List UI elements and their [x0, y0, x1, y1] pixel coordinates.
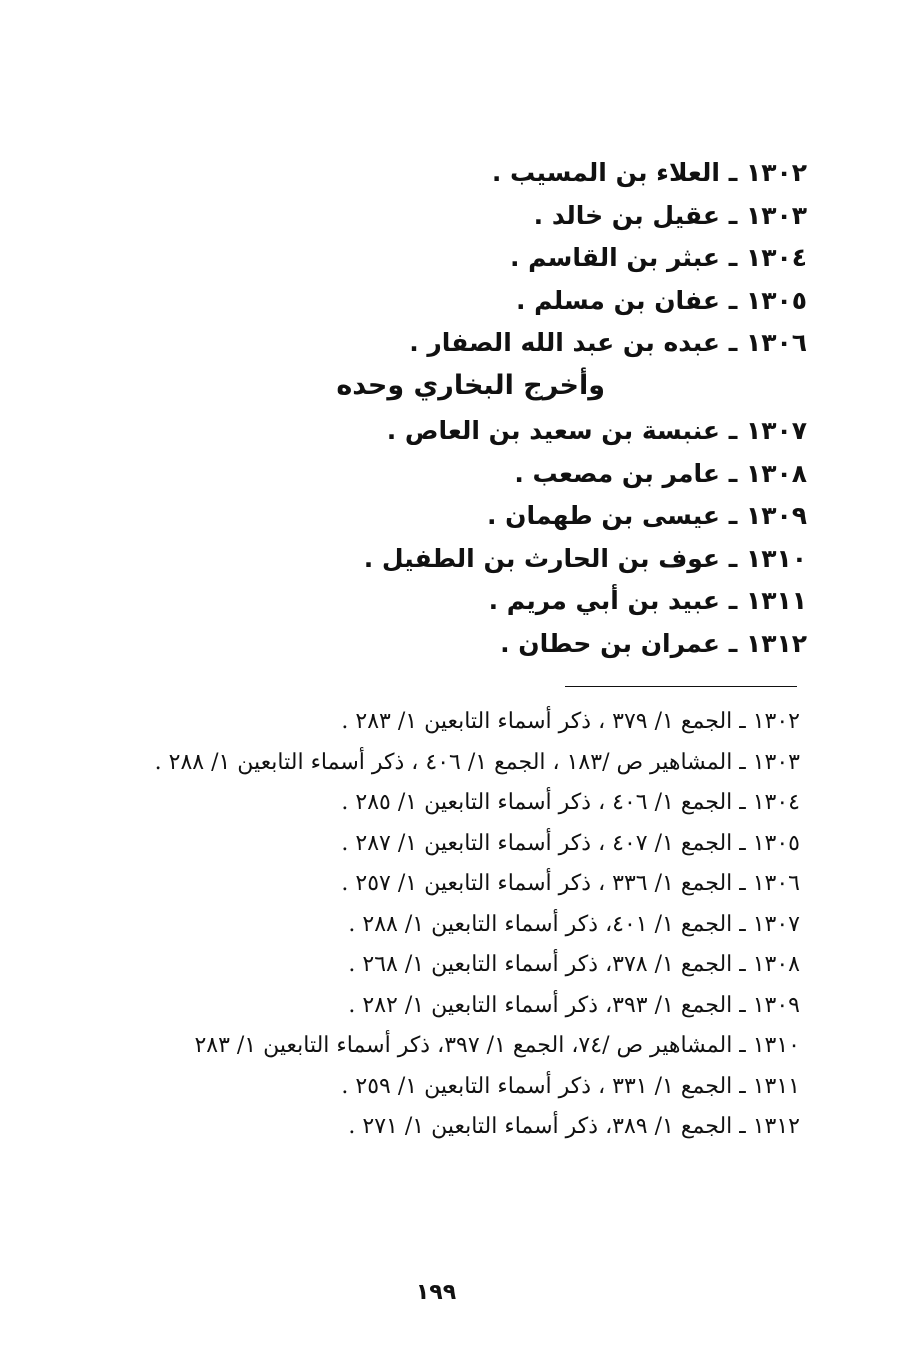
entry-1305: ١٣٠٥ ـ عفان بن مسلم .	[515, 285, 807, 315]
entry-1310: ١٣١٠ ـ عوف بن الحارث بن الطفيل .	[363, 543, 807, 573]
footnote-1311: ١٣١١ ـ الجمع ١/ ٣٣١ ، ذكر أسماء التابعين ١/ ٢٥٩ .	[341, 1073, 800, 1099]
footnote-1307: ١٣٠٧ ـ الجمع ١/ ٤٠١، ذكر أسماء التابعين ١/ ٢٨٨ .	[348, 911, 800, 937]
entry-1304: ١٣٠٤ ـ عبثر بن القاسم .	[509, 243, 807, 272]
entries-list-2	[287, 410, 807, 665]
footnote-1305: ١٣٠٥ ـ الجمع ١/ ٤٠٧ ، ذكر أسماء التابعين ١/ ٢٨٧ .	[341, 830, 800, 856]
entry-1312: ١٣١٢ ـ عمران بن حطان .	[500, 628, 807, 658]
footnotes-list	[120, 702, 800, 1148]
entries-list-1	[287, 152, 807, 365]
footnote-1309: ١٣٠٩ ـ الجمع ١/ ٣٩٣، ذكر أسماء التابعين ١/ ٢٨٢ .	[348, 992, 800, 1018]
page-number: ١٩٩	[415, 1280, 457, 1305]
entry-1311: ١٣١١ ـ عبيد بن أبي مريم .	[488, 586, 807, 615]
footnote-1306: ١٣٠٦ ـ الجمع ١/ ٣٣٦ ، ذكر أسماء التابعين ١/ ٢٥٧ .	[341, 871, 800, 896]
entry-1306: ١٣٠٦ ـ عبده بن عبد الله الصفار .	[409, 328, 807, 357]
footnote-1303: ١٣٠٣ ـ المشاهير ص /١٨٣ ، الجمع ١/ ٤٠٦ ، ذكر أسماء التابعين ١/ ٢٨٨ .	[154, 749, 800, 775]
footnote-1304: ١٣٠٤ ـ الجمع ١/ ٤٠٦ ، ذكر أسماء التابعين ١/ ٢٨٥ .	[341, 790, 800, 815]
footnote-divider	[565, 686, 797, 687]
entry-1302: ١٣٠٢ ـ العلاء بن المسيب .	[491, 158, 807, 187]
entry-1307: ١٣٠٧ ـ عنبسة بن سعيد بن العاص .	[386, 416, 807, 445]
entry-1303: ١٣٠٣ ـ عقيل بن خالد .	[533, 200, 807, 230]
entry-1309: ١٣٠٩ ـ عيسى بن طهمان .	[486, 501, 807, 530]
footnote-1302: ١٣٠٢ ـ الجمع ١/ ٣٧٩ ، ذكر أسماء التابعين ١/ ٢٨٣ .	[341, 709, 800, 734]
footnote-1310: ١٣١٠ ـ المشاهير ص /٧٤، الجمع ١/ ٣٩٧، ذكر أسماء التابعين ١/ ٢٨٣	[194, 1033, 800, 1058]
footnote-1308: ١٣٠٨ ـ الجمع ١/ ٣٧٨، ذكر أسماء التابعين ١/ ٢٦٨ .	[348, 952, 800, 977]
entry-1308: ١٣٠٨ ـ عامر بن مصعب .	[514, 458, 807, 488]
footnote-1312: ١٣١٢ ـ الجمع ١/ ٣٨٩، ذكر أسماء التابعين ١/ ٢٧١ .	[348, 1114, 800, 1139]
section-heading: وأخرج البخاري وحده	[336, 370, 605, 401]
